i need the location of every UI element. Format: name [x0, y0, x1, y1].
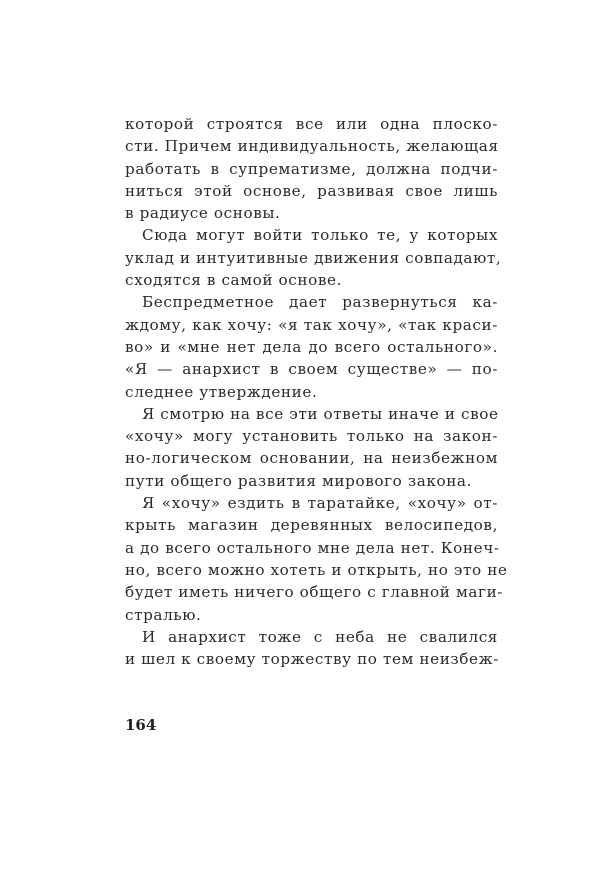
text-line: Сюда могут войти только те, у которых: [142, 226, 498, 245]
text-line: но-логическом основании, на неизбежном: [125, 449, 498, 468]
text-line: которой строятся все или одна плоско-: [125, 115, 498, 133]
page-number: 164: [125, 716, 157, 734]
text-line: следнее утверждение.: [125, 382, 318, 401]
text-line: пути общего развития мирового закона.: [125, 471, 473, 490]
text-line: и шел к своему торжеству по тем неизбеж-: [125, 650, 499, 669]
text-line: а до всего остального мне дела нет. Конеч-: [125, 538, 500, 557]
text-line: во» и «мне нет дела до всего остального».: [125, 337, 498, 356]
text-line: стралью.: [125, 605, 202, 624]
page-body-text: [125, 113, 508, 670]
text-line: но, всего можно хотеть и открыть, но это не: [125, 560, 508, 579]
text-line: в радиусе основы.: [125, 204, 281, 223]
text-line: будет иметь ничего общего с главной маги-: [125, 583, 504, 602]
text-line: крыть магазин деревянных велосипедов,: [125, 516, 498, 535]
text-line: И анархист тоже с неба не свалился: [142, 627, 498, 646]
text-line: работать в супрематизме, должна подчи-: [125, 159, 498, 178]
text-line: Беспредметное дает развернуться ка-: [142, 293, 498, 312]
text-line: Я смотрю на все эти ответы иначе и свое: [142, 404, 499, 423]
text-line: уклад и интуитивные движения совпадают,: [125, 248, 502, 267]
text-line: «хочу» могу установить только на закон-: [125, 427, 498, 446]
text-line: сти. Причем индивидуальность, желающая: [125, 137, 499, 156]
text-line: «Я — анархист в своем существе» — по-: [125, 360, 498, 379]
text-line: сходятся в самой основе.: [125, 271, 342, 290]
text-line: Я «хочу» ездить в таратайке, «хочу» от-: [142, 494, 498, 513]
text-line: ждому, как хочу: «я так хочу», «так краси-: [125, 315, 498, 334]
text-line: ниться этой основе, развивая свое лишь: [125, 181, 498, 200]
